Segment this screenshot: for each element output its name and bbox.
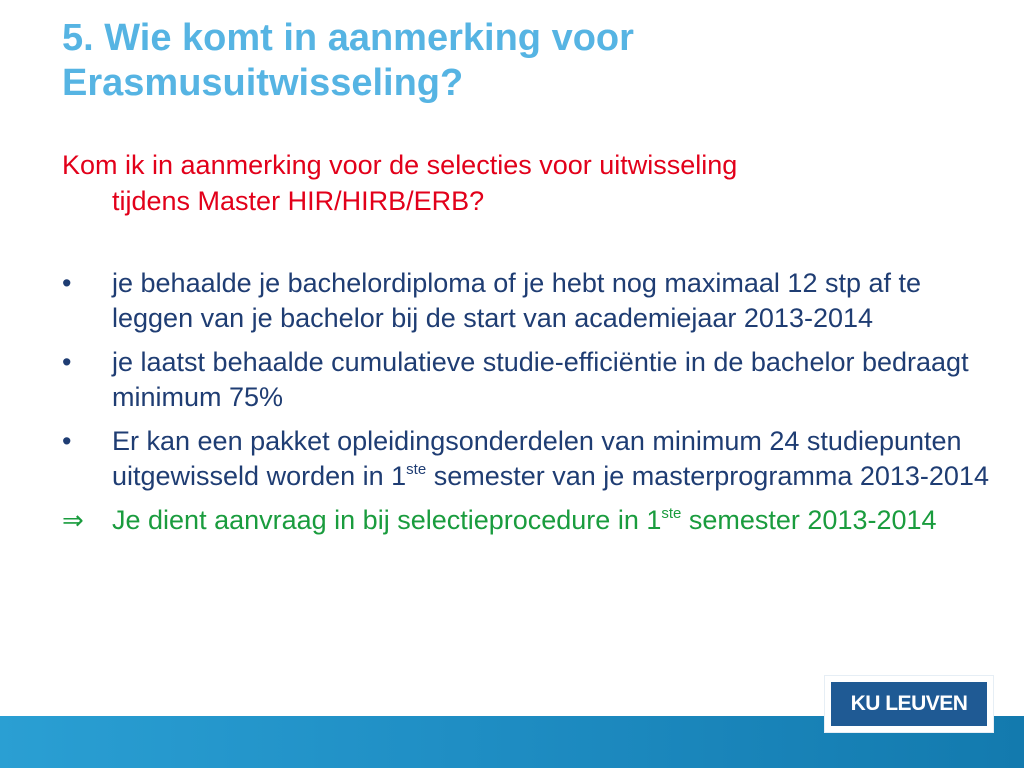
- superscript-ste: ste: [661, 505, 682, 522]
- criteria-item-text: [112, 426, 989, 491]
- criteria-item-text-start: Er kan een pakket opleidingsonderdelen van minimum 24 studiepunten uitgewisseld worden in 1: [112, 426, 962, 491]
- bullet-icon: •: [62, 347, 72, 377]
- eligibility-question-line1: Kom ik in aanmerking voor de selecties voor uitwisseling: [62, 150, 738, 180]
- criteria-item: [62, 266, 992, 336]
- double-arrow-icon: ⇒: [62, 505, 84, 535]
- slide-title-line1: 5. Wie komt in aanmerking voor: [62, 17, 634, 59]
- criteria-item-text-end: semester van je masterprogramma 2013-2014: [426, 461, 989, 491]
- ku-leuven-logo-text: KU LEUVEN: [831, 682, 987, 726]
- criteria-item-text: je behaalde je bachelordiploma of je hebt nog maximaal 12 stp af te leggen van je bachelor bij de start van academiejaar 2013-2014: [112, 268, 922, 333]
- slide-title: [62, 16, 982, 106]
- criteria-item-text: je laatst behaalde cumulatieve studie-efficiëntie in de bachelor bedraagt minimum 75%: [112, 347, 969, 412]
- criteria-list: [62, 266, 992, 547]
- superscript-ste: ste: [406, 461, 427, 478]
- conclusion-text: [112, 505, 937, 535]
- conclusion-text-start: Je dient aanvraag in bij selectieprocedure in 1: [112, 505, 662, 535]
- conclusion-text-end: semester 2013-2014: [681, 505, 937, 535]
- ku-leuven-logo: [824, 675, 994, 733]
- slide-title-line2: Erasmusuitwisseling?: [62, 62, 464, 104]
- bullet-icon: •: [62, 426, 72, 456]
- eligibility-question: [62, 147, 962, 219]
- conclusion-item: [62, 503, 992, 538]
- criteria-item: [62, 424, 992, 494]
- bullet-icon: •: [62, 268, 72, 298]
- criteria-item: [62, 345, 992, 415]
- eligibility-question-line2: tijdens Master HIR/HIRB/ERB?: [112, 186, 485, 216]
